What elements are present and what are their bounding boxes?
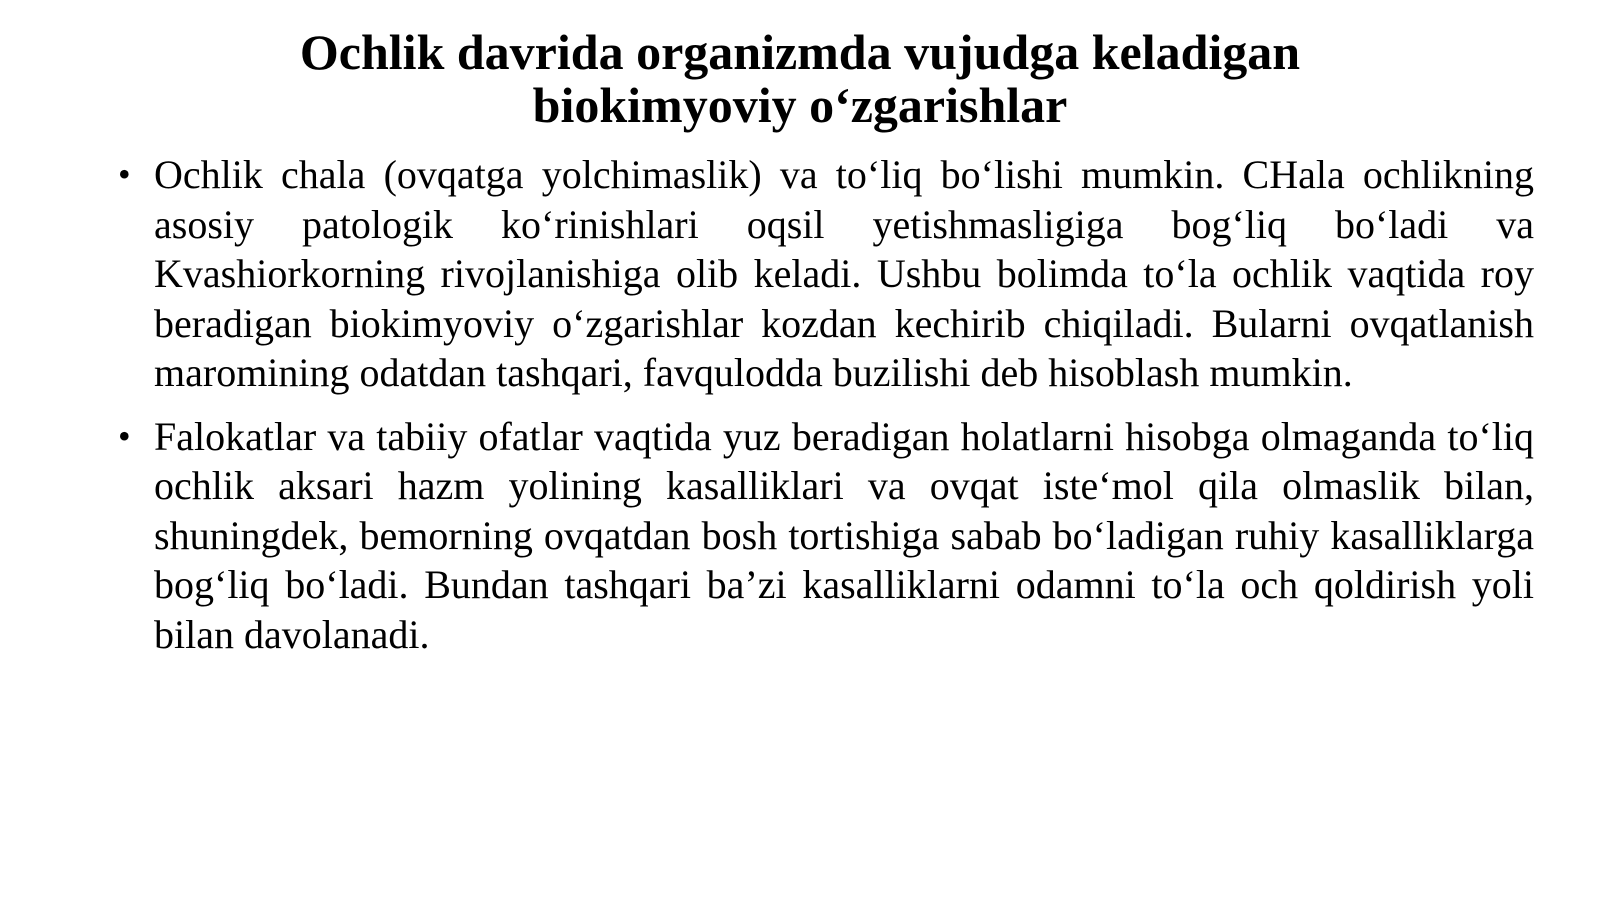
bullet-text-1: Ochlik chala (ovqatga yolchimaslik) va to‘liq bo‘lishi mumkin. CHala ochlikning asosiy patologik ko‘rinishlari oqsil yetishmasligiga bog‘liq bo‘ladi va Kvashiorkorning rivojlanishiga olib keladi. Ushbu bolimda to‘la ochlik vaqtida roy beradigan biokimyoviy o‘zgarishlar kozdan kechirib chiqiladi. Bularni ovqatlanish maromining odatdan tashqari, favqulodda buzilishi deb hisoblash mumkin. xyxy=(154,152,1534,395)
slide-title-line-2: biokimyoviy o‘zgarishlar xyxy=(532,77,1068,133)
slide-title xyxy=(120,26,1480,132)
bullet-icon: • xyxy=(118,415,131,456)
slide-title-line-1: Ochlik davrida organizmda vujudga keladigan xyxy=(299,24,1301,80)
bullet-icon: • xyxy=(118,154,131,194)
bullet-item-1 xyxy=(118,150,1534,398)
bullet-list xyxy=(118,150,1534,673)
bullet-text-2: Falokatlar va tabiiy ofatlar vaqtida yuz beradigan holatlarni hisobga olmaganda to‘liq ochlik aksari hazm yolining kasalliklari va ovqat iste‘mol qila olmaslik bilan, shuningdek, bemorning ovqatdan bosh tortishiga sabab bo‘ladigan ruhiy kasalliklarga bog‘liq bo‘ladi. Bundan tashqari ba’zi kasalliklarni odamni to‘la och qoldirish yoli bilan davolanadi. xyxy=(154,413,1534,657)
bullet-item-2 xyxy=(118,412,1534,660)
